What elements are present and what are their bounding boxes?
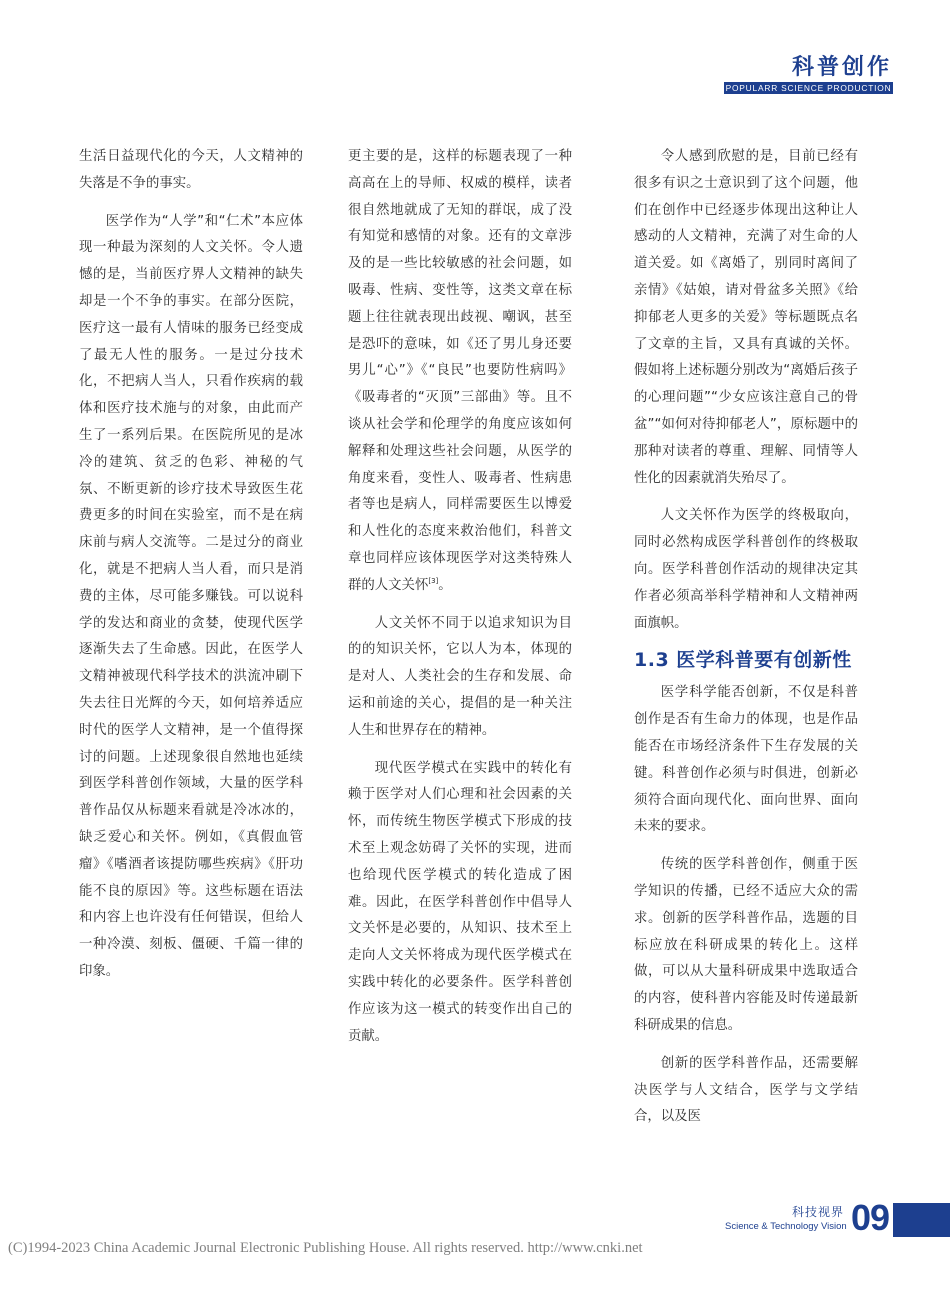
paragraph: 传统的医学科普创作，侧重于医学知识的传播，已经不适应大众的需求。创新的医学科普作品，选题的目标应放在科研成果的转化上。这样做，可以从大量科研成果中选取适合的内容，使科普内容能及时传递最新科研成果的信息。 (634, 857, 858, 1033)
section-subtitle-bar: POPULARR SCIENCE PRODUCTION (725, 83, 892, 93)
paragraph: 令人感到欣慰的是，目前已经有很多有识之士意识到了这个问题，他们在创作中已经逐步体现出这种让人感动的人文精神，充满了对生命的人道关爱。如《离婚了，别同时离间了亲情》《姑娘，请对骨盆多关照》《给抑郁老人更多的关爱》等标题既点名了文章的主旨，又具有真诚的关怀。假如将上述标题分别改为“离婚后孩子的心理问题”“少女应该注意自己的骨盆”“如何对待抑郁老人”，原标题中的那种对读者的尊重、理解、同情等人性化的因素就消失殆尽了。 (634, 149, 858, 486)
copyright-notice: (C)1994-2023 China Academic Journal Electronic Publishing House. All rights reserved. http://www.cnki.net (8, 1240, 643, 1256)
section-heading: 1.3 医学科普要有创新性 (634, 649, 852, 672)
paragraph: 医学科学能否创新，不仅是科普创作是否有生命力的体现，也是作品能否在市场经济条件下生存发展的关键。科普创作必须与时俱进，创新必须符合面向现代化、面向世界、面向未来的要求。 (634, 685, 858, 835)
text-column-3 (634, 144, 858, 1142)
page-number: 09 (851, 1197, 890, 1238)
paragraph (348, 144, 572, 600)
section-title: 科普创作 (791, 55, 892, 80)
paragraph: 生活日益现代化的今天，人文精神的失落是不争的事实。 (79, 149, 303, 191)
citation-mark: [3] (428, 576, 439, 585)
paragraph: 医学作为“人学”和“仁术”本应体现一种最为深刻的人文关怀。令人遗憾的是，当前医疗界人文精神的缺失却是一个不争的事实。在部分医院，医疗这一最有人情味的服务已经变成了最无人性的服务。一是过分技术化，不把病人当人，只看作疾病的载体和医疗技术施与的对象，由此而产生了一系列后果。在医院所见的是冰冷的建筑、贫乏的色彩、神秘的气氛、不断更新的诊疗技术导致医生花费更多的时间在实验室，而不是在病床前与病人交流等。二是过分的商业化，就是不把病人当人看，而只是消费的主体，尽可能多赚钱。可以说科学的发达和商业的贪婪，使现代医学逐渐失去了生命感。因此，在医学人文精神被现代科学技术的洪流冲刷下失去往日光辉的今天，如何培养适应时代的医学人文精神，是一个值得探讨的问题。上述现象很自然地也延续到医学科普创作领域，大量的医学科普作品仅从标题来看就是冷冰冰的，缺乏爱心和关怀。例如，《真假血管瘤》《嗜酒者该提防哪些疾病》《肝功能不良的原因》等。这些标题在语法和内容上也许没有任何错误，但给人一种冷漠、刻板、僵硬、千篇一律的印象。 (79, 213, 303, 979)
paragraph: 人文关怀不同于以追求知识为目的的知识关怀，它以人为本，体现的是对人、人类社会的生存和发展、命运和前途的关心，提倡的是一种关注人生和世界存在的精神。 (348, 615, 572, 738)
text-column-2 (348, 144, 572, 1061)
paragraph-tail: 。 (438, 577, 452, 593)
paragraph-text: 更主要的是，这样的标题表现了一种高高在上的导师、权威的模样，读者很自然地就成了无知的群氓，成了没有知觉和感情的对象。还有的文章涉及的是一些比较敏感的社会问题，如吸毒、性病、变性等，这类文章在标题上往往就表现出歧视、嘲讽，甚至是恐吓的意味，如《还了男儿身还要男儿“心”》《“良民”也要防性病吗》《吸毒者的“灭顶”三部曲》等。且不谈从社会学和伦理学的角度应该如何解释和处理这些社会问题，从医学的角度来看，变性人、吸毒者、性病患者等也是病人，同样需要医生以博爱和人性化的态度来救治他们，科普文章也同样应该体现医学对这类特殊人群的人文关怀 (348, 149, 572, 593)
paragraph: 创新的医学科普作品，还需要解决医学与人文结合，医学与文学结合，以及医 (634, 1055, 858, 1125)
page-tab-block (893, 1203, 950, 1237)
text-column-1 (79, 144, 303, 997)
journal-name: 科技视界 (792, 1205, 845, 1219)
paragraph: 现代医学模式在实践中的转化有赖于医学对人们心理和社会因素的关怀，而传统生物医学模式下形成的技术至上观念妨碍了关怀的实现，进而也给现代医学模式的转化造成了困难。因此，在医学科普创作中倡导人文关怀是必要的，从知识、技术至上走向人文关怀将成为现代医学模式在实践中转化的必要条件。医学科普创作应该为这一模式的转变作出自己的贡献。 (348, 760, 572, 1044)
journal-name-english: Science & Technology Vision (725, 1221, 847, 1232)
paragraph: 人文关怀作为医学的终极取向，同时必然构成医学科普创作的终极取向。医学科普创作活动的规律决定其作者必须高举科学精神和人文精神两面旗帜。 (634, 508, 858, 631)
